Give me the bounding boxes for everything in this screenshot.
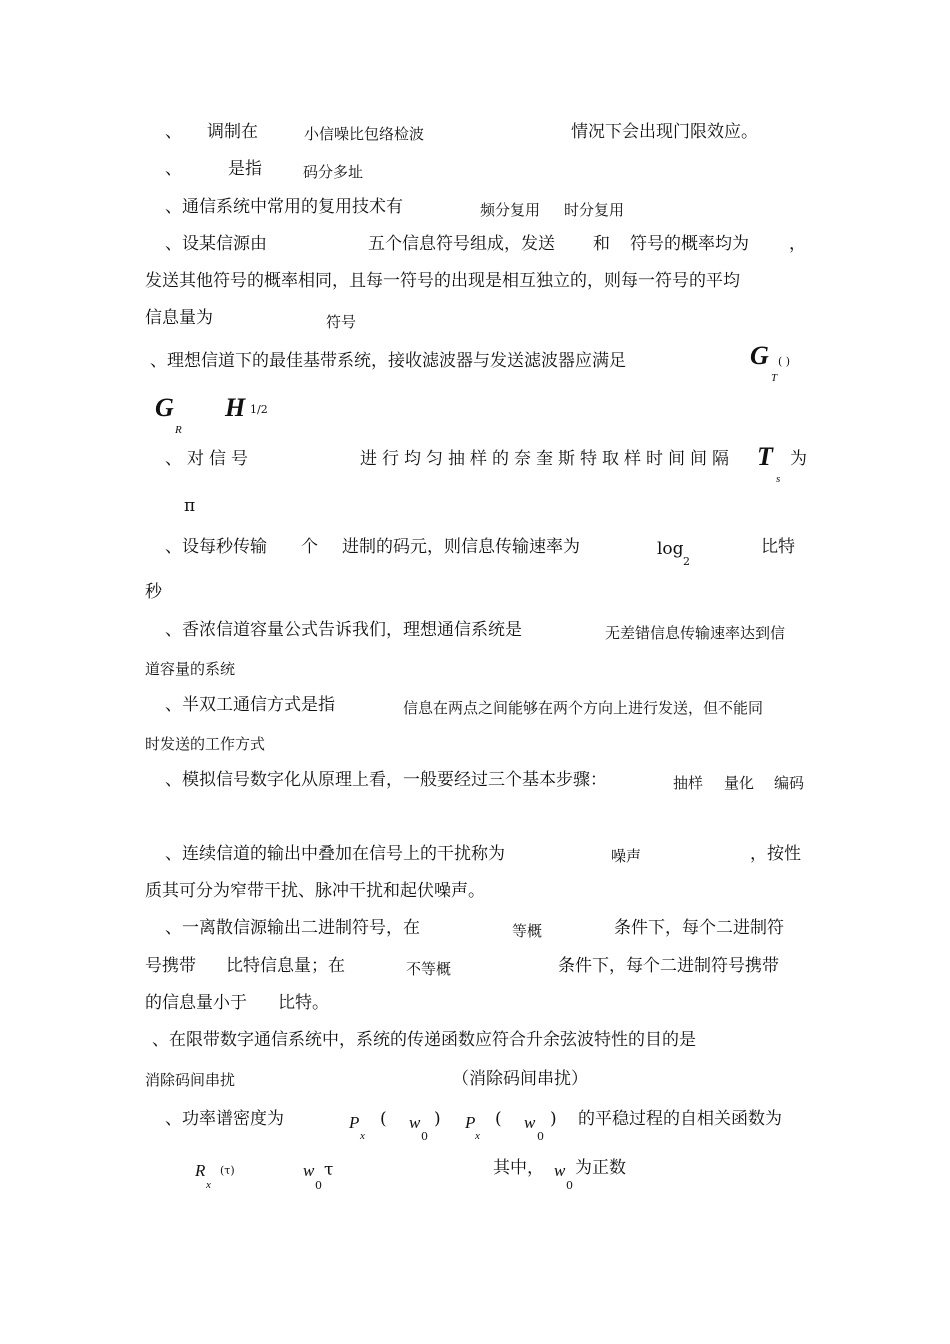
q14-w-3: w [303, 1161, 315, 1180]
q5-symbol-G2: G [155, 393, 174, 422]
q13-answer: 消除码间串扰 [145, 1071, 236, 1089]
q8-text: 、香浓信道容量公式告诉我们，理想通信系统是 [165, 620, 522, 640]
q14-tau-arg: (τ) [220, 1164, 235, 1177]
q11-line-2: 质其可分为窄带干扰、脉冲干扰和起伏噪声。 [145, 881, 485, 901]
q14-sub-x-3: x [206, 1179, 211, 1191]
q14-P-1: P [349, 1113, 360, 1132]
q14-text: 、功率谱密度为 [165, 1109, 284, 1129]
q14-rparen-1: ) [434, 1109, 441, 1129]
q5-paren: ( ) [778, 355, 791, 368]
q12-tail: 条件下，每个二进制符 [614, 918, 784, 938]
q5-sub-T: T [771, 372, 778, 384]
q8-answer-b: 道容量的系统 [145, 660, 236, 678]
q7-log: log [657, 539, 684, 559]
q4-text-2: 五个信息符号组成，发送 [368, 234, 555, 254]
q4-line-3: 信息量为 [145, 308, 213, 328]
q6-sub-s: s [776, 473, 781, 485]
q3-text: 、通信系统中常用的复用技术有 [165, 197, 403, 217]
q11-answer: 噪声 [611, 847, 642, 865]
q10-answer-1: 抽样 [673, 774, 704, 792]
q14-sub-0-1: 0 [421, 1130, 428, 1143]
q12-line3-a: 的信息量小于 [145, 993, 247, 1013]
q7-line-2: 秒 [145, 582, 162, 602]
q8-answer-a: 无差错信息传输速率达到信 [605, 624, 786, 642]
q14-sub-0-4: 0 [566, 1179, 573, 1192]
q4-line-2: 发送其他符号的概率相同，且每一符号的出现是相互独立的，则每一符号的平均 [145, 271, 740, 291]
q6-text-2: 进行均匀抽样的奈奎斯特取样时间间隔 [360, 449, 734, 469]
q12-answer-2: 不等概 [406, 960, 452, 978]
q2-answer: 码分多址 [303, 163, 364, 181]
q5-sub-R: R [175, 424, 182, 436]
q1-text: 调制在 [207, 122, 258, 142]
q14-text-4: 为正数 [575, 1158, 626, 1178]
q14-tau: τ [324, 1160, 334, 1180]
q14-w-4: w [554, 1161, 566, 1180]
q14-P-2: P [465, 1113, 476, 1132]
q1-bullet: 、 [165, 122, 182, 142]
q13-answer-paren: （消除码间串扰） [452, 1069, 588, 1089]
q6-text-3: 为 [790, 449, 807, 469]
q6-text-1: 、对信号 [165, 449, 253, 469]
q6-symbol-T: T [757, 442, 773, 471]
q12-line3-b: 比特。 [278, 993, 329, 1013]
q12-answer-1: 等概 [512, 922, 543, 940]
q5-symbol-H: H [225, 393, 246, 422]
q14-sub-x-2: x [475, 1130, 480, 1142]
q12-line2-a: 号携带 [145, 956, 196, 976]
q3-answer-2: 时分复用 [564, 201, 625, 219]
q14-R: R [195, 1161, 206, 1180]
q7-text-4: 比特 [761, 537, 795, 557]
q10-answer-2: 量化 [724, 774, 755, 792]
q14-rparen-2: ) [550, 1109, 557, 1129]
q12-line2-b: 比特信息量；在 [226, 956, 345, 976]
q4-text-4: 符号的概率均为 [630, 234, 749, 254]
q6-pi: π [184, 496, 196, 516]
q12-line2-c: 条件下，每个二进制符号携带 [558, 956, 779, 976]
q9-text: 、半双工通信方式是指 [165, 695, 335, 715]
q14-sub-x-1: x [360, 1130, 365, 1142]
q9-answer-b: 时发送的工作方式 [145, 735, 266, 753]
q1-tail: 情况下会出现门限效应。 [571, 122, 758, 142]
q5-symbol-G: G [750, 341, 769, 370]
q10-text: 、模拟信号数字化从原理上看，一般要经过三个基本步骤： [165, 770, 607, 790]
q14-lparen-1: ( [380, 1109, 387, 1129]
q7-sub-2: 2 [683, 555, 690, 568]
q14-text-3: 其中， [493, 1158, 544, 1178]
q11-tail: ，按性 [750, 844, 801, 864]
q14-w-2: w [524, 1113, 536, 1132]
q11-text: 、连续信道的输出中叠加在信号上的干扰称为 [165, 844, 505, 864]
q14-lparen-2: ( [495, 1109, 502, 1129]
q14-text-2: 的平稳过程的自相关函数为 [578, 1109, 782, 1129]
q14-w-1: w [409, 1113, 421, 1132]
q2-bullet: 、 [165, 159, 182, 179]
q9-answer-a: 信息在两点之间能够在两个方向上进行发送，但不能同 [403, 699, 764, 717]
q10-answer-3: 编码 [774, 774, 805, 792]
q7-text-1: 、设每秒传输 [165, 537, 267, 557]
q4-text-3: 和 [593, 234, 610, 254]
q2-text: 是指 [228, 159, 262, 179]
q14-sub-0-2: 0 [537, 1130, 544, 1143]
q13-text: 、在限带数字通信系统中，系统的传递函数应符合升余弦波特性的目的是 [152, 1030, 696, 1050]
q5-sup: 1/2 [250, 403, 268, 416]
q12-text: 、一离散信源输出二进制符号，在 [165, 918, 420, 938]
q3-answer-1: 频分复用 [480, 201, 541, 219]
q7-text-3: 进制的码元，则信息传输速率为 [342, 537, 580, 557]
q7-text-2: 个 [301, 537, 318, 557]
q5-text: 、理想信道下的最佳基带系统，接收滤波器与发送滤波器应满足 [150, 351, 626, 371]
q14-sub-0-3: 0 [315, 1179, 322, 1192]
q4-answer: 符号 [326, 313, 357, 331]
q1-answer: 小信噪比包络检波 [304, 125, 425, 143]
q4-text-1: 、设某信源由 [165, 234, 267, 254]
q4-text-5: ， [789, 234, 806, 254]
